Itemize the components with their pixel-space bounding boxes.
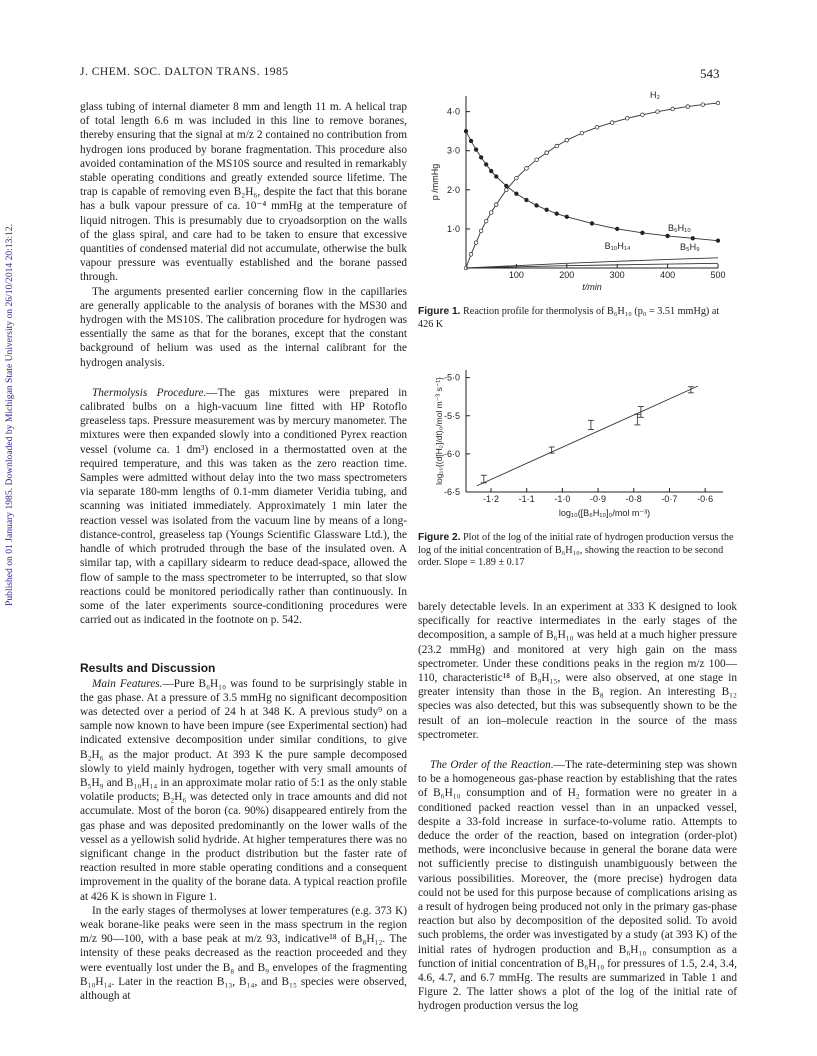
figure-2-caption-text: Plot of the log of the initial rate of hydrogen production versus the log of the initial concentration of B₆H₁₀, showing the reaction to be second order. Slope = 1.89 ± 0.17 — [418, 532, 734, 568]
x-tick-label: 500 — [710, 270, 726, 280]
x-tick-label: -0·9 — [590, 494, 607, 504]
data-point-b6h10 — [565, 215, 569, 219]
x-tick-label: -0·7 — [661, 494, 678, 504]
figure-1-caption-text: Reaction profile for thermolysis of B₆H₁₀ (p₀ = 3.51 mmHg) at 426 K — [418, 306, 720, 330]
data-point-b6h10 — [615, 227, 619, 231]
y-tick-label: 2·0 — [446, 184, 460, 195]
data-point-b6h10 — [525, 198, 529, 202]
paragraph-thermolysis — [80, 386, 407, 627]
data-point-h2 — [479, 229, 483, 233]
x-tick-label: 400 — [660, 270, 676, 280]
data-point-h2 — [545, 151, 549, 155]
x-tick-label: 300 — [609, 270, 625, 280]
data-point-h2 — [535, 158, 539, 162]
paragraph-capillaries: The arguments presented earlier concerning flow in the capillaries are generally applicable to the analysis of boranes with the MS30 and hydrogen with the MS10S. The calibration procedure for hydrogen was essentially the same as that for the boranes, except that the constant background of helium was used as the internal calibrant for the hydrogen analysis. — [80, 285, 407, 369]
x-tick-label: -1·1 — [518, 494, 535, 504]
main-features-body: —Pure B₆H₁₀ was found to be surprisingly stable in the gas phase. At a pressure of 3.5 mmHg no significant decomposition was detected over a period of 24 h at 348 K. A previous study⁹ on a sample now known to have been impure (see Experimental section) had indicated extensive decomposition under similar conditions, to give B₂H₆ as the major product. At 393 K the pure sample decomposed slowly to yield mainly hydrogen, together with very small amounts of B₅H₉ and B₁₀H₁₄ in an approximate molar ratio of 5:1 as the only stable volatile products; B₂H₆ was detected only in trace amounts and did not accumulate. Most of the boron (ca. 90%) disappeared entirely from the gas phase and was deposited predominantly on the lower walls of the vessel as a yellowish solid hydride. At higher temperatures there was no significant change in the product distribution but the faster rate of reaction resulted in more stable operating conditions and a consequent improvement in the quality of the borane data. A typical reaction profile at 426 K is shown in Figure 1. — [80, 677, 408, 903]
y-axis-label: p /mmHg — [430, 163, 440, 201]
data-point-b6h10 — [489, 169, 493, 173]
data-point-b6h10 — [666, 234, 670, 238]
x-tick-label: -0·8 — [625, 494, 642, 504]
data-point-h2 — [484, 219, 488, 223]
x-tick-label: -1·2 — [482, 494, 499, 504]
data-point-b6h10 — [545, 208, 549, 212]
data-point-b6h10 — [494, 175, 498, 179]
series-label-h2: H₂ — [650, 89, 660, 100]
download-notice: Published on 01 January 1985. Downloaded by Michigan State University on 26/10/2014 20:13:12. — [4, 223, 15, 607]
data-point-h2 — [580, 131, 584, 135]
data-point-h2 — [595, 125, 599, 129]
data-point-b6h10 — [691, 236, 695, 240]
data-point-h2 — [671, 107, 675, 111]
data-point-b6h10 — [464, 129, 468, 133]
data-point-h2 — [489, 211, 493, 215]
data-point-h2 — [555, 144, 559, 148]
y-tick-label: -5·0 — [443, 372, 460, 383]
series-label-b10h14: B₁₀H₁₄ — [604, 241, 631, 252]
y-tick-label: 3·0 — [446, 145, 460, 156]
data-point-b6h10 — [479, 156, 483, 160]
figure-1-label: Figure 1. — [418, 306, 461, 317]
data-point-b6h10 — [474, 148, 478, 152]
thermolysis-body: —The gas mixtures were prepared in calibrated bulbs on a high-vacuum line fitted with HP Rotoflo greaseless taps. Pressure measurement was by mercury manometer. The mixtures were then expanded slowly into a conditioned Pyrex reaction vessel (volume ca. 1 dm³) enclosed in a thermostatted oven at the required temperature, and this was taken as the zero reaction time. Samples were admitted without delay into the two mass spectrometers via separate 180-mm lengths of 0.1-mm diameter Veridia tubing, and scanning was initiated immediately. Approximately 1 min later the reaction vessel was isolated from the vacuum line by means of a long-distance-control, greaseless tap (Youngs Scientific Glassware Ltd.), the handle of which protruded through the base of the insulated oven. A similar tap, with a capillary sidearm to reduce dead-space, allowed the flow of sample to the mass spectrometer to be interrupted, so that slow reactions could be monitored periodically rather than continuously. In some of the later experiments source-conditioning procedures were carried out as indicated in the footnote on p. 542. — [80, 386, 407, 627]
paragraph-early-stages: In the early stages of thermolyses at lower temperatures (e.g. 373 K) weak borane-like peaks were seen in the mass spectrum in the region m/z 90—100, with a base peak at m/z 93, indicative¹⁸ of B₈H₁₂. The intensity of these peaks decreased as the reaction proceeded and they were eventually lost under the B₈ and B₉ envelopes of the fragmenting B₁₀H₁₄. Later in the reaction B₁₃, B₁₄, and B₁₅ species were observed, although at — [80, 904, 407, 1002]
y-axis-label: log₁₀{(d[H₂]/dt)₀/mol m⁻³ s⁻¹} — [434, 377, 444, 485]
paragraph-intermediates: barely detectable levels. In an experiment at 333 K designed to look specifically for reactive intermediates in the early stages of the decomposition, a sample of B₆H₁₀ was held at a much higher pressure (23.2 mmHg) and monitored at very high gain on the mass spectrometer. Under these conditions peaks in the region m/z 100—110, characteristic¹⁸ of B₉H₁₅, were also observed, at one stage in greater intensity than those in the B₈ region. An interesting B₁₂ species was also detected, but this was subsequently shown to be the result of an ion–molecule reaction in the source of the mass spectrometer. — [418, 601, 737, 741]
data-point-b6h10 — [535, 204, 539, 208]
data-point-b6h10 — [505, 184, 509, 188]
data-point-h2 — [505, 188, 509, 192]
page-number: 543 — [700, 66, 720, 81]
order-heading: The Order of the Reaction. — [430, 759, 554, 772]
paragraph-trap: glass tubing of internal diameter 8 mm and length 11 m. A helical trap of total length 6.6 m was included in this line to remove boranes, thereby ensuring that the signal at m/z 2 contained no contribution from hydrogen ions produced by borane fragmentation. This procedure also avoided contamination of the MS10S source and resulted in remarkably stable operating conditions and greatly extended source lifetime. The trap is capable of removing even B₂H₆, despite the fact that this borane has a bulk vapour pressure of ca. 10⁻⁴ mmHg at the temperature of liquid nitrogen. This is presumably due to cryoadsorption on the walls of the glass spiral, and care had to be taken to ensure that excessive quantities of condensed material did not accumulate, otherwise the bulk vapour pressure was eventually established and the borane passed through. — [80, 101, 407, 284]
data-point-b6h10 — [590, 222, 594, 226]
left-column — [80, 100, 407, 1003]
data-point-h2 — [686, 105, 690, 109]
data-point-b6h10 — [515, 192, 519, 196]
data-point-h2 — [515, 176, 519, 180]
data-point-h2 — [716, 101, 720, 105]
data-point-h2 — [474, 241, 478, 245]
data-point-b6h10 — [469, 139, 473, 143]
x-tick-label: 200 — [559, 270, 575, 280]
order-body: —The rate-determining step was shown to be a homogeneous gas-phase reaction by establishing that the rates of B₆H₁₀ consumption and of H₂ formation were no greater in a conditioned packed reaction vessel than in an unpacked vessel, despite a 33-fold increase in surface-to-volume ratio. Attempts to deduce the order of the reaction, based on integration (order-plot) methods, were inconclusive because in general the borane data were not sufficiently precise to distinguish unambiguously between the various possibilities. Moreover, the (more precise) hydrogen data could not be used for this purpose because of complications arising as a result of hydrogen being produced not only in the primary gas-phase reaction but also by decomposition of the deposited solid. To avoid such problems, the order was investigated by a study (at 393 K) of the initial rates of hydrogen production and B₆H₁₀ consumption as a function of initial concentration of B₆H₁₀ for pressures of 1.5, 2.4, 3.4, 4.6, 4.7, and 6.7 mmHg. The results are summarized in Table 1 and Figure 2. The latter shows a plot of the log of the initial rate of hydrogen production versus the log — [418, 759, 737, 1013]
data-point-b6h10 — [716, 239, 720, 243]
figure-1-chart — [418, 88, 738, 303]
y-tick-label: -6·0 — [443, 448, 460, 459]
results-heading: Results and Discussion — [80, 661, 216, 676]
data-point-h2 — [656, 110, 660, 114]
data-point-h2 — [625, 116, 629, 120]
data-point-b6h10 — [555, 212, 559, 216]
y-tick-label: 1·0 — [446, 223, 460, 234]
data-point-h2 — [610, 121, 614, 125]
series-line-b5h9 — [466, 258, 718, 268]
data-point-h2 — [565, 138, 569, 142]
figure-2-label: Figure 2. — [418, 532, 461, 543]
data-point-h2 — [525, 167, 529, 171]
x-tick-label: -0·6 — [697, 494, 714, 504]
main-features-heading: Main Features. — [92, 677, 163, 690]
data-point-b6h10 — [641, 231, 645, 235]
y-tick-label: 4·0 — [446, 106, 460, 117]
x-tick-label: 100 — [508, 270, 524, 280]
figure-1-caption — [418, 306, 737, 331]
y-tick-label: -5·5 — [443, 410, 460, 421]
paragraph-main-features — [80, 677, 407, 904]
x-tick-label: -1·0 — [554, 494, 571, 504]
data-point-h2 — [641, 113, 645, 117]
series-label-b6h10: B₆H₁₀ — [668, 222, 691, 233]
figure-2-chart — [418, 360, 738, 530]
data-point-b6h10 — [484, 163, 488, 167]
data-point-h2 — [701, 103, 705, 107]
y-tick-label: -6·5 — [443, 487, 460, 497]
series-label-b5h9: B₅H₉ — [680, 242, 700, 253]
data-point-h2 — [494, 203, 498, 207]
x-axis-label: t/min — [582, 282, 602, 292]
fit-line — [477, 386, 698, 486]
paragraph-order — [418, 758, 737, 1014]
right-column — [418, 600, 737, 1014]
series-line-b10h14 — [466, 263, 718, 268]
x-axis-label: log₁₀([B₆H₁₀]₀/mol m⁻³) — [558, 508, 651, 518]
data-point-h2 — [469, 253, 473, 257]
thermolysis-heading: Thermolysis Procedure. — [92, 386, 207, 399]
running-header: J. CHEM. SOC. DALTON TRANS. 1985 — [80, 66, 289, 78]
figure-2-caption — [418, 532, 737, 570]
